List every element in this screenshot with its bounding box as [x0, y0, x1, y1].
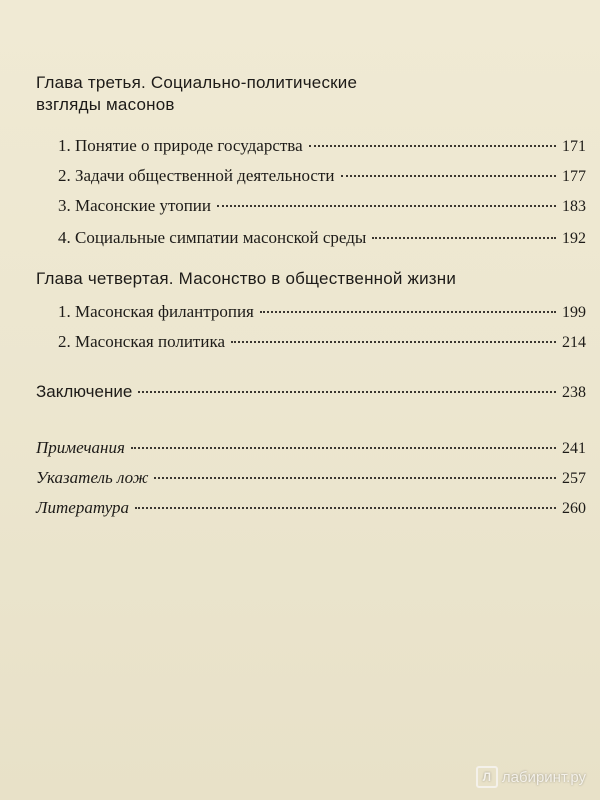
toc-entry-page: 238	[562, 384, 586, 401]
toc-entry-page: 183	[562, 198, 586, 215]
toc-entry	[58, 196, 586, 216]
toc-entry-page: 177	[562, 168, 586, 185]
toc-entry-appendix	[36, 498, 586, 518]
toc-entry	[58, 136, 586, 156]
toc-entry-page: 214	[562, 334, 586, 351]
toc-entry-label: Примечания	[36, 438, 125, 457]
toc-entry-appendix	[36, 468, 586, 488]
toc-entry-page: 192	[562, 230, 586, 247]
chapter-3-title	[36, 72, 556, 116]
toc-entry-page: 260	[562, 500, 586, 517]
dot-leader	[231, 341, 556, 343]
dot-leader	[309, 145, 556, 147]
toc-entry-label: 2. Задачи общественной деятельности	[58, 166, 335, 185]
toc-entry-appendix	[36, 438, 586, 458]
dot-leader	[260, 311, 556, 313]
toc-entry	[58, 228, 586, 248]
toc-entry-conclusion	[36, 382, 586, 402]
toc-entry-label: 1. Масонская филантропия	[58, 302, 254, 321]
toc-entry-page: 171	[562, 138, 586, 155]
toc-entry-label: 2. Масонская политика	[58, 332, 225, 351]
chapter-4-title-text: Глава четвертая. Масонство в общественной жизни	[36, 269, 457, 288]
toc-entry	[58, 302, 586, 322]
dot-leader	[341, 175, 557, 177]
dot-leader	[135, 507, 556, 509]
chapter-3-title-line-2: взгляды масонов	[36, 95, 175, 114]
dot-leader	[217, 205, 556, 207]
toc-entry-label: 1. Понятие о природе государства	[58, 136, 303, 155]
toc-entry	[58, 166, 586, 186]
toc-entry-page: 257	[562, 470, 586, 487]
labirint-logo-icon: Л	[476, 766, 498, 788]
toc-entry-label: 3. Масонские утопии	[58, 196, 211, 215]
chapter-3-title-line-1: Глава третья. Социально-политические	[36, 73, 358, 92]
toc-entry-label: 4. Социальные симпатии масонской среды	[58, 228, 367, 247]
dot-leader	[154, 477, 556, 479]
toc-entry-label: Заключение	[36, 382, 133, 401]
toc-entry-page: 199	[562, 304, 586, 321]
toc-entry-label: Литература	[36, 498, 130, 517]
dot-leader	[138, 391, 556, 393]
toc-entry	[58, 332, 586, 352]
chapter-4-title	[36, 268, 556, 290]
toc-entry-page: 241	[562, 440, 586, 457]
labirint-watermark	[476, 766, 586, 788]
watermark-text: лабиринт.ру	[501, 768, 586, 786]
toc-entry-label: Указатель лож	[36, 468, 149, 487]
dot-leader	[131, 447, 556, 449]
dot-leader	[372, 237, 556, 239]
